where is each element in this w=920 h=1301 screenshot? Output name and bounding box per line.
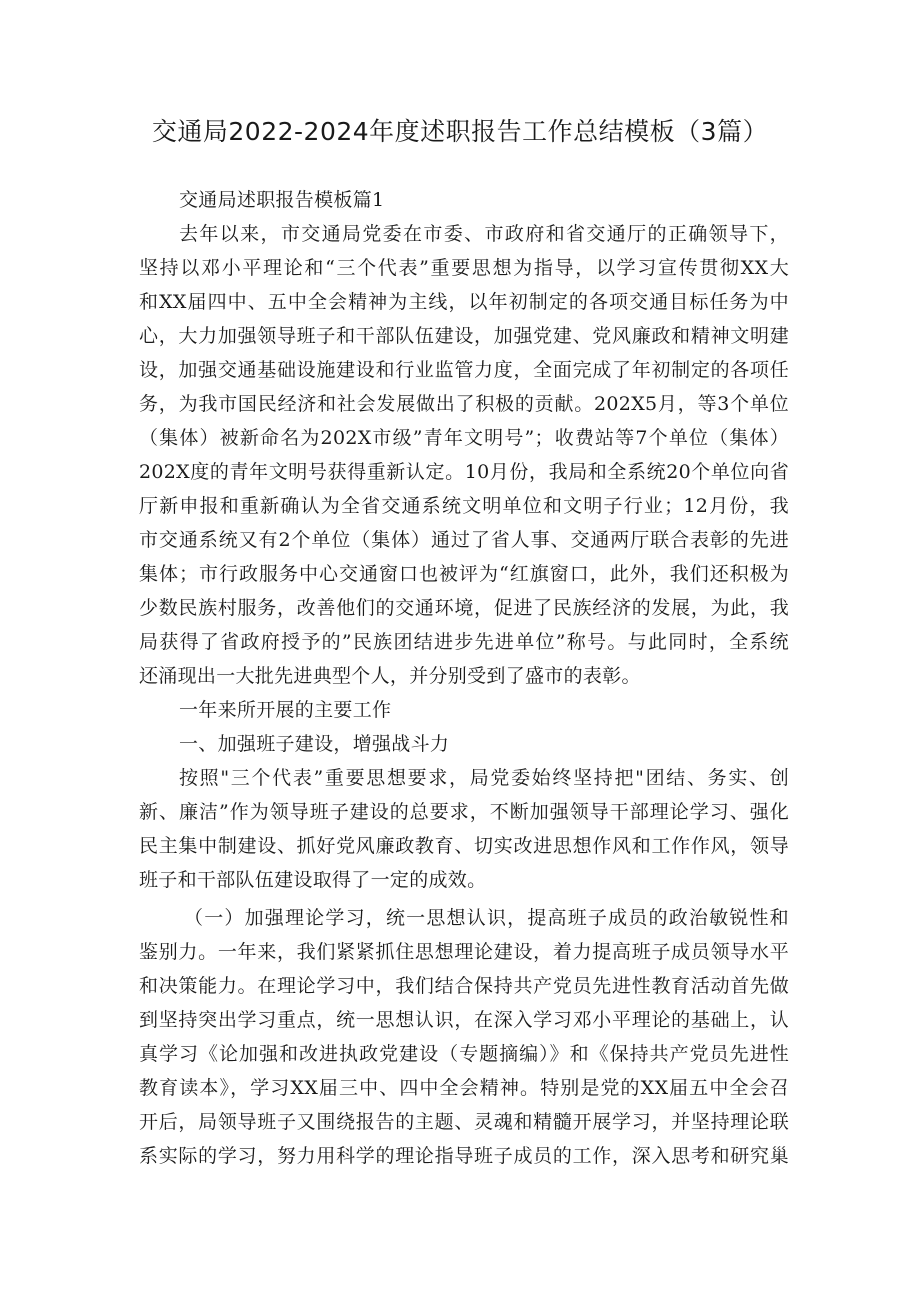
paragraph-line: 集体；市行政服务中心交通窗口也被评为“红旗窗口，此外，我们还积极为 bbox=[139, 563, 789, 585]
paragraph-line: 心，大力加强领导班子和干部队伍建设，加强党建、党风廉政和精神文明建 bbox=[139, 325, 789, 347]
paragraph-line: 和XX届四中、五中全会精神为主线，以年初制定的各项交通目标任务为中 bbox=[139, 291, 789, 313]
paragraph-line: 去年以来，市交通局党委在市委、市政府和省交通厅的正确领导下， bbox=[179, 223, 789, 245]
paragraph-line: 市交通系统又有2个单位（集体）通过了省人事、交通两厅联合表彰的先进 bbox=[139, 529, 789, 551]
paragraph-line: 按照"三个代表”重要思想要求，局党委始终坚持把"团结、务实、创 bbox=[179, 767, 789, 789]
paragraph-line: 务，为我市国民经济和社会发展做出了积极的贡献。202X5月，等3个单位 bbox=[139, 393, 789, 415]
paragraph-line: 和决策能力。在理论学习中，我们结合保持共产党员先进性教育活动首先做 bbox=[139, 975, 789, 997]
paragraph-line: 202X度的青年文明号获得重新认定。10月份，我局和全系统20个单位向省 bbox=[139, 461, 789, 483]
paragraph-line: （一）加强理论学习，统一思想认识，提高班子成员的政治敏锐性和 bbox=[184, 907, 789, 929]
section-heading: 一年来所开展的主要工作 bbox=[179, 699, 392, 721]
paragraph-line: 坚持以邓小平理论和“三个代表”重要思想为指导，以学习宣传贯彻XX大 bbox=[139, 257, 789, 279]
paragraph-line: 民主集中制建设、抓好党风廉政教育、切实改进思想作风和工作作风，领导 bbox=[139, 835, 789, 857]
paragraph-line: 局获得了省政府授予的”民族团结进步先进单位”称号。与此同时，全系统 bbox=[139, 631, 789, 653]
paragraph-line: 设，加强交通基础设施建设和行业监管力度，全面完成了年初制定的各项任 bbox=[139, 359, 789, 381]
paragraph-line: 教育读本》，学习XX届三中、四中全会精神。特别是党的XX届五中全会召 bbox=[139, 1077, 789, 1099]
paragraph-line: （集体）被新命名为202X市级”青年文明号”；收费站等7个单位（集体） bbox=[139, 427, 789, 449]
paragraph-line: 系实际的学习，努力用科学的理论指导班子成员的工作，深入思考和研究巢 bbox=[139, 1145, 789, 1167]
paragraph-line: 还涌现出一大批先进典型个人，并分别受到了盛市的表彰。 bbox=[139, 665, 641, 687]
section-heading: 交通局述职报告模板篇1 bbox=[179, 189, 385, 211]
paragraph-line: 真学习《论加强和改进执政党建设（专题摘编）》和《保持共产党员先进性 bbox=[139, 1043, 789, 1065]
paragraph-line: 鉴别力。一年来，我们紧紧抓住思想理论建设，着力提高班子成员领导水平 bbox=[139, 941, 789, 963]
section-heading: 一、加强班子建设，增强战斗力 bbox=[179, 733, 450, 755]
paragraph-line: 厅新申报和重新确认为全省交通系统文明单位和文明子行业；12月份，我 bbox=[139, 495, 789, 517]
paragraph-line: 班子和干部队伍建设取得了一定的成效。 bbox=[139, 869, 487, 891]
document-body bbox=[139, 183, 789, 1173]
paragraph-line: 开后，局领导班子又围绕报告的主题、灵魂和精髓开展学习，并坚持理论联 bbox=[139, 1111, 789, 1133]
paragraph-line: 少数民族村服务，改善他们的交通环境，促进了民族经济的发展，为此，我 bbox=[139, 597, 789, 619]
document-title: 交通局2022-2024年度述职报告工作总结模板（3篇） bbox=[151, 117, 769, 146]
paragraph-line: 到坚持突出学习重点，统一思想认识，在深入学习邓小平理论的基础上，认 bbox=[139, 1009, 789, 1031]
paragraph-line: 新、廉洁”作为领导班子建设的总要求，不断加强领导干部理论学习、强化 bbox=[139, 801, 789, 823]
